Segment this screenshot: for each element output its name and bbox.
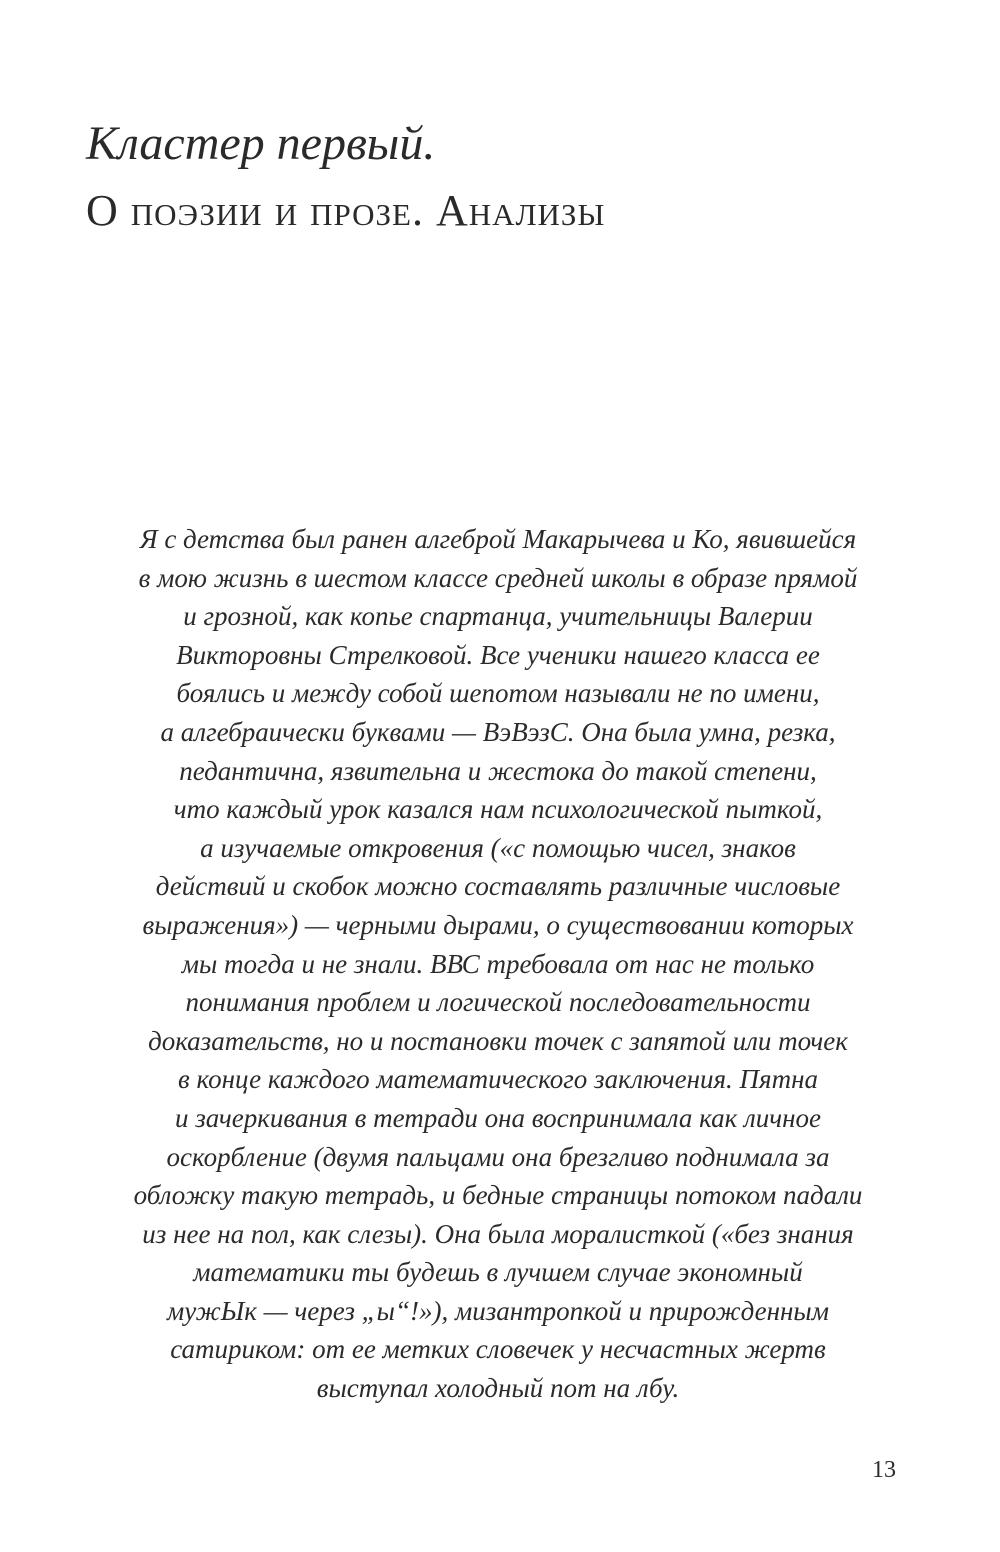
epigraph-line: обложку такую тетрадь, и бедные страницы потоком падали: [133, 1180, 863, 1211]
epigraph-line: сатириком: от ее метких словечек у несчастных жертв: [170, 1334, 826, 1365]
epigraph-line: Я с детства был ранен алгеброй Макарычева и Ко, явившейся: [139, 524, 857, 554]
epigraph-line: выступал холодный пот на лбу.: [316, 1373, 680, 1404]
epigraph-line: мы тогда и не знали. ВВС требовала от нас не только: [181, 948, 815, 979]
epigraph-line: и зачеркивания в тетради она воспринимала как личное: [175, 1102, 821, 1133]
epigraph-line: в конце каждого математического заключения. Пятна: [178, 1064, 818, 1095]
epigraph-line: мужЫк — через „ы“!»), мизантропкой и прирожденным: [167, 1295, 829, 1326]
epigraph-line: доказательств, но и постановки точек с запятой или точек: [148, 1025, 848, 1056]
chapter-subtitle: О поэзии и прозе. Анализы: [86, 186, 606, 235]
epigraph: [86, 520, 910, 1408]
epigraph-line: оскорбление (двумя пальцами она брезгливо поднимала за: [166, 1141, 830, 1172]
chapter-title-italic: Кластер первый.: [86, 117, 436, 170]
chapter-heading: [86, 112, 946, 246]
epigraph-line: а алгебраически буквами — ВэВэзС. Она была умна, резка,: [160, 716, 836, 747]
epigraph-line: из нее на пол, как слезы). Она была моралисткой («без знания: [142, 1218, 854, 1249]
page-number: 13: [872, 1457, 896, 1483]
epigraph-line: выражения») — черными дырами, о существовании которых: [142, 909, 854, 940]
epigraph-line: и грозной, как копье спартанца, учительницы Валерии: [183, 601, 813, 632]
epigraph-line: математики ты будешь в лучшем случае экономный: [193, 1257, 803, 1288]
epigraph-line: действий и скобок можно составлять различные числовые: [155, 871, 841, 902]
epigraph-line: а изучаемые откровения («с помощью чисел, знаков: [200, 832, 796, 863]
epigraph-line: в мою жизнь в шестом классе средней школы в образе прямой: [138, 562, 858, 593]
epigraph-line: что каждый урок казался нам психологической пыткой,: [173, 794, 823, 825]
epigraph-line: понимания проблем и логической последовательности: [185, 987, 811, 1018]
epigraph-line: педантична, язвительна и жестока до такой степени,: [179, 755, 817, 786]
epigraph-line: Викторовны Стрелковой. Все ученики нашего класса ее: [176, 639, 820, 670]
epigraph-line: боялись и между собой шепотом называли не по имени,: [176, 678, 820, 709]
